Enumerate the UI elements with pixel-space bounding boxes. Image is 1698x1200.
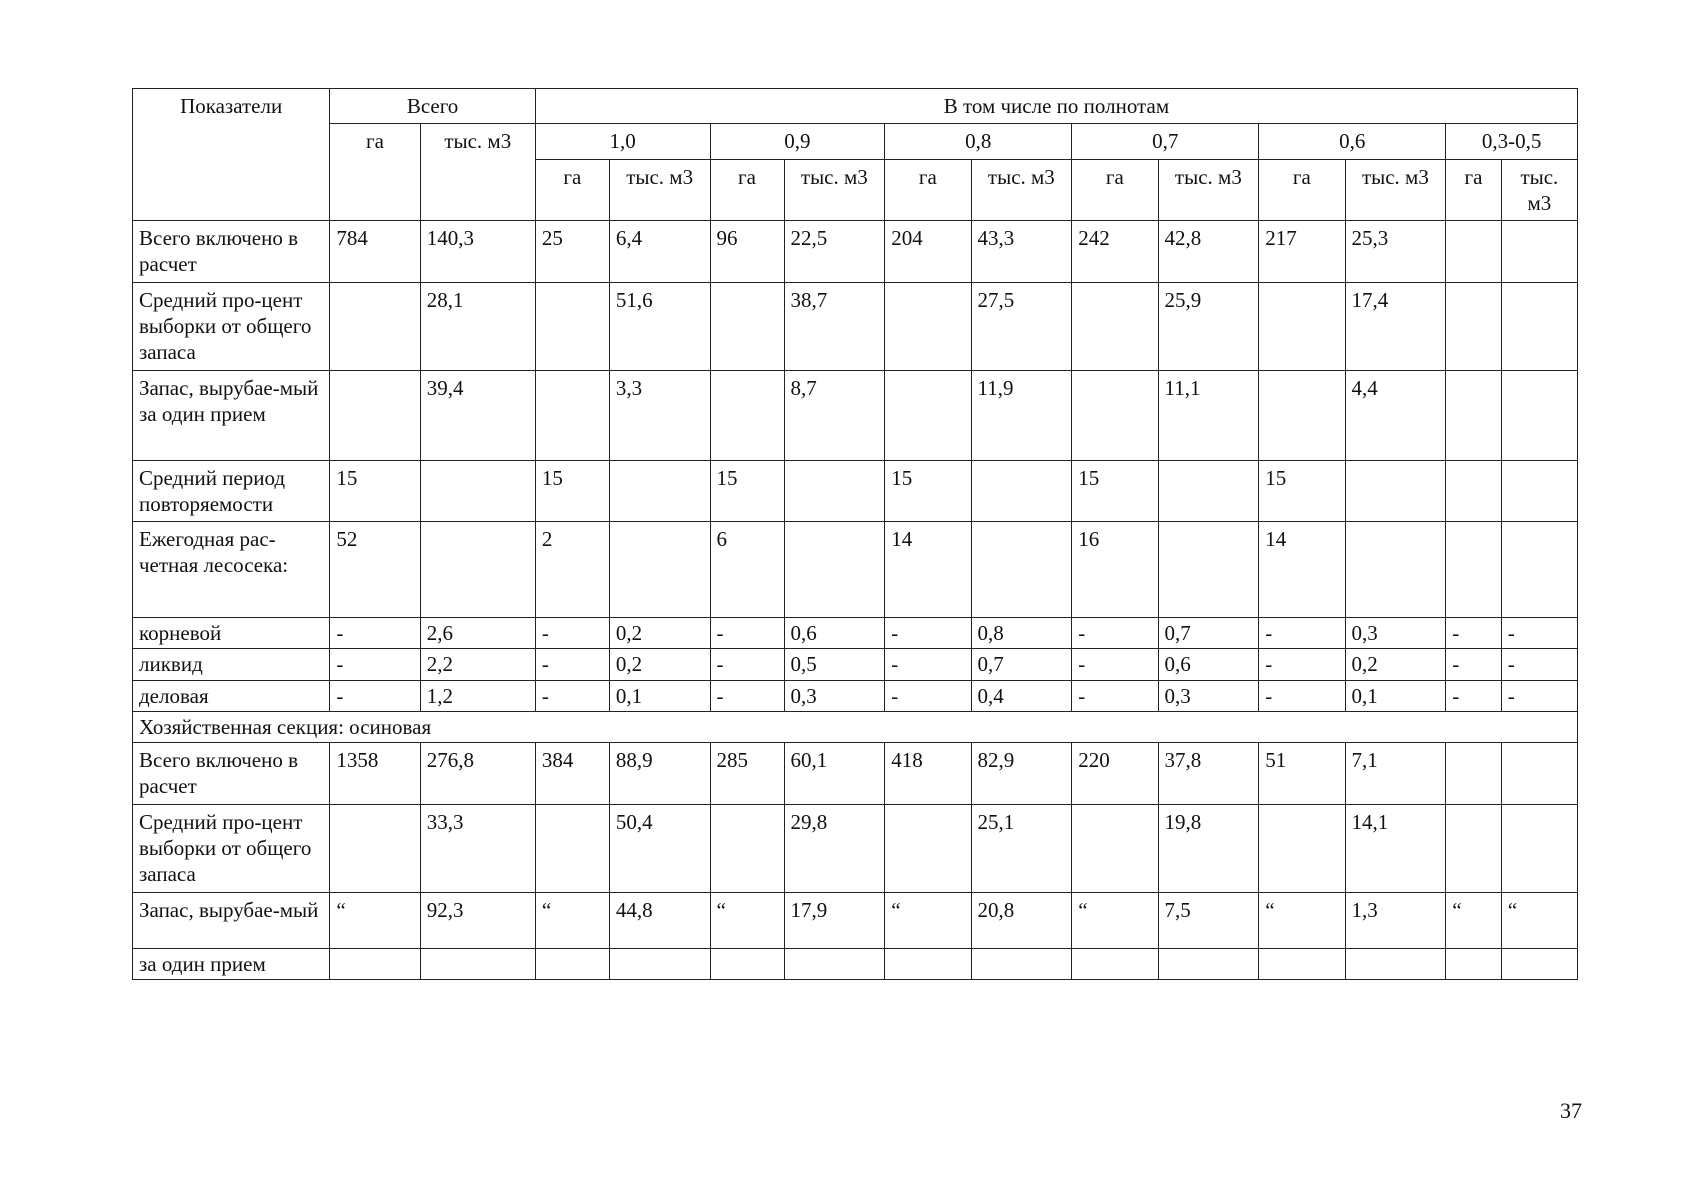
table-cell: 242 [1072,221,1158,283]
table-cell [535,804,609,892]
table-cell: - [1446,680,1501,711]
table-cell: 2 [535,522,609,618]
row-label: деловая [133,680,330,711]
table-cell: 15 [1072,460,1158,522]
table-cell: 384 [535,743,609,805]
table-cell: - [1259,649,1345,680]
table-cell: 6 [710,522,784,618]
table-cell [1501,743,1577,805]
table-cell: 44,8 [609,892,710,948]
table-cell: 14 [885,522,971,618]
table-cell: - [1501,618,1577,649]
table-cell [1446,948,1501,979]
table-cell [330,948,420,979]
page-number: 37 [1560,1098,1582,1123]
table-cell: 0,7 [1158,618,1259,649]
table-row [133,370,1578,460]
table-cell: - [710,649,784,680]
row-label: Запас, вырубае-мый за один прием [133,370,330,460]
row-label: Средний период повторяемости [133,460,330,522]
row-label: ликвид [133,649,330,680]
table-cell [971,460,1072,522]
table-cell: 4,4 [1345,370,1446,460]
table-cell [535,282,609,370]
table-cell: 60,1 [784,743,885,805]
table-row [133,522,1578,618]
table-cell: - [885,649,971,680]
table-cell: - [1259,680,1345,711]
table-cell: - [885,618,971,649]
table-cell: 0,7 [971,649,1072,680]
header-unit-ha: га [1072,159,1158,221]
table-cell [1072,282,1158,370]
table-cell [1446,743,1501,805]
table-cell [784,948,885,979]
table-cell: - [710,680,784,711]
table-cell: 82,9 [971,743,1072,805]
table-cell [971,948,1072,979]
header-unit-vol: тыс. м3 [609,159,710,221]
table-cell: - [330,618,420,649]
table-cell [1158,522,1259,618]
table-cell: 43,3 [971,221,1072,283]
table-cell [1158,460,1259,522]
table-cell [1501,522,1577,618]
table-cell: 0,1 [1345,680,1446,711]
table-cell [1259,370,1345,460]
table-cell: “ [1072,892,1158,948]
section-title: Хозяйственная секция: осиновая [133,711,1578,742]
header-unit-vol: тыс. м3 [1345,159,1446,221]
table-cell: 22,5 [784,221,885,283]
table-cell [1501,282,1577,370]
table-row [133,743,1578,805]
table-cell: - [1446,649,1501,680]
row-label: Средний про-цент выборки от общего запаса [133,282,330,370]
table-cell [330,282,420,370]
table-cell: 7,1 [1345,743,1446,805]
table-cell: - [1072,680,1158,711]
header-including: В том числе по полнотам [535,89,1577,124]
table-cell: 25,3 [1345,221,1446,283]
table-cell [330,370,420,460]
table-body-aspen [133,743,1578,980]
header-density: 0,8 [885,124,1072,159]
header-indicator: Показатели [133,89,330,221]
forest-cutting-table [132,88,1578,980]
table-cell: “ [710,892,784,948]
table-cell [1446,282,1501,370]
table-cell: 784 [330,221,420,283]
table-cell [1501,948,1577,979]
table-cell: 0,2 [609,618,710,649]
table-cell: - [1072,618,1158,649]
table-cell [1259,804,1345,892]
table-cell [535,948,609,979]
table-cell: “ [330,892,420,948]
table-cell [710,804,784,892]
table-cell [885,804,971,892]
table-cell: 0,1 [609,680,710,711]
header-density: 1,0 [535,124,710,159]
table-cell: 217 [1259,221,1345,283]
table-cell [1446,804,1501,892]
table-cell: 50,4 [609,804,710,892]
table-cell: - [1072,649,1158,680]
table-cell: 25,1 [971,804,1072,892]
table-cell: 17,9 [784,892,885,948]
table-cell [609,522,710,618]
table-cell [1501,460,1577,522]
table-cell [420,948,535,979]
table-cell [330,804,420,892]
table-row [133,221,1578,283]
table-cell: 3,3 [609,370,710,460]
table-cell: 15 [710,460,784,522]
table-cell: 15 [885,460,971,522]
table-row [133,948,1578,979]
table-cell: 2,6 [420,618,535,649]
table-row [133,282,1578,370]
table-cell: 39,4 [420,370,535,460]
table-cell: 1358 [330,743,420,805]
table-cell [885,948,971,979]
table-cell [1501,370,1577,460]
table-cell: 52 [330,522,420,618]
table-cell: 14,1 [1345,804,1446,892]
table-cell: “ [1259,892,1345,948]
header-unit-vol: тыс. м3 [971,159,1072,221]
table-cell [609,460,710,522]
row-label: корневой [133,618,330,649]
table-cell: 51 [1259,743,1345,805]
table-cell [1072,370,1158,460]
table-cell [1446,460,1501,522]
table-cell: 204 [885,221,971,283]
table-cell: - [710,618,784,649]
table-cell: “ [885,892,971,948]
header-unit-vol: тыс. м3 [1501,159,1577,221]
table-cell: - [1259,618,1345,649]
table-cell: 38,7 [784,282,885,370]
table-cell [420,522,535,618]
table-cell: 15 [1259,460,1345,522]
table-cell: 6,4 [609,221,710,283]
table-cell: - [330,680,420,711]
table-cell [1501,221,1577,283]
table-cell [535,370,609,460]
table-body-main [133,221,1578,712]
table-cell: 27,5 [971,282,1072,370]
table-cell: 0,2 [1345,649,1446,680]
table-cell: 8,7 [784,370,885,460]
table-cell: 0,6 [784,618,885,649]
table-cell [1446,522,1501,618]
table-cell: 25 [535,221,609,283]
table-cell: 11,9 [971,370,1072,460]
table-cell: 0,8 [971,618,1072,649]
header-unit-vol: тыс. м3 [1158,159,1259,221]
header-density: 0,9 [710,124,885,159]
table-cell: - [535,618,609,649]
table-cell: 7,5 [1158,892,1259,948]
table-cell: 0,3 [784,680,885,711]
table-cell: 17,4 [1345,282,1446,370]
table-cell: 1,2 [420,680,535,711]
header-total-ha: га [330,124,420,221]
header-unit-vol: тыс. м3 [784,159,885,221]
table-cell: 16 [1072,522,1158,618]
row-label: Ежегодная рас-четная лесосека: [133,522,330,618]
table-cell: 276,8 [420,743,535,805]
table-cell: 285 [710,743,784,805]
table-cell: 0,6 [1158,649,1259,680]
table-cell: - [330,649,420,680]
table-cell: 92,3 [420,892,535,948]
table-cell: “ [1446,892,1501,948]
table-cell [710,948,784,979]
table-cell: 33,3 [420,804,535,892]
table-cell: 25,9 [1158,282,1259,370]
table-cell [885,282,971,370]
table-cell [420,460,535,522]
table-cell: - [885,680,971,711]
table-row [133,649,1578,680]
table-row [133,892,1578,948]
table-cell: - [1446,618,1501,649]
table-cell [1345,522,1446,618]
table-cell [784,460,885,522]
table-cell: 51,6 [609,282,710,370]
table-cell: 11,1 [1158,370,1259,460]
header-density: 0,6 [1259,124,1446,159]
table-cell: “ [535,892,609,948]
table-cell: 28,1 [420,282,535,370]
table-cell: “ [1501,892,1577,948]
row-label: Всего включено в расчет [133,221,330,283]
table-cell [1446,370,1501,460]
table-cell: 0,2 [609,649,710,680]
header-unit-ha: га [710,159,784,221]
table-cell: 42,8 [1158,221,1259,283]
table-cell: 96 [710,221,784,283]
table-cell: - [535,680,609,711]
table-row [133,804,1578,892]
table-cell: 0,4 [971,680,1072,711]
table-cell [1158,948,1259,979]
table-cell [1345,948,1446,979]
row-label: за один прием [133,948,330,979]
table-cell [971,522,1072,618]
table-cell: 140,3 [420,221,535,283]
section-row [133,711,1578,742]
header-unit-ha: га [1446,159,1501,221]
table-cell [1072,948,1158,979]
row-label: Средний про-цент выборки от общего запаса [133,804,330,892]
table-cell [1259,948,1345,979]
report-table-container [132,88,1578,980]
table-cell [784,522,885,618]
table-cell: 418 [885,743,971,805]
table-cell [710,282,784,370]
table-row [133,680,1578,711]
table-row [133,460,1578,522]
table-cell: - [1501,680,1577,711]
table-cell: 1,3 [1345,892,1446,948]
table-cell: 20,8 [971,892,1072,948]
table-cell: 0,3 [1345,618,1446,649]
table-cell: 15 [330,460,420,522]
table-cell: 88,9 [609,743,710,805]
table-cell: 14 [1259,522,1345,618]
table-cell [885,370,971,460]
table-cell: 15 [535,460,609,522]
table-row [133,618,1578,649]
table-cell: 2,2 [420,649,535,680]
table-cell [1345,460,1446,522]
table-cell [609,948,710,979]
row-label: Запас, вырубае-мый [133,892,330,948]
table-cell [1446,221,1501,283]
table-cell: 37,8 [1158,743,1259,805]
header-density: 0,7 [1072,124,1259,159]
header-unit-ha: га [535,159,609,221]
table-cell: 19,8 [1158,804,1259,892]
header-unit-ha: га [885,159,971,221]
header-density: 0,3-0,5 [1446,124,1578,159]
header-unit-ha: га [1259,159,1345,221]
table-cell [1072,804,1158,892]
table-cell: 220 [1072,743,1158,805]
table-cell: 0,5 [784,649,885,680]
table-cell: - [535,649,609,680]
header-total: Всего [330,89,536,124]
header-total-vol: тыс. м3 [420,124,535,221]
table-cell: - [1501,649,1577,680]
table-cell [710,370,784,460]
table-cell: 0,3 [1158,680,1259,711]
row-label: Всего включено в расчет [133,743,330,805]
table-cell [1259,282,1345,370]
table-cell: 29,8 [784,804,885,892]
table-cell [1501,804,1577,892]
